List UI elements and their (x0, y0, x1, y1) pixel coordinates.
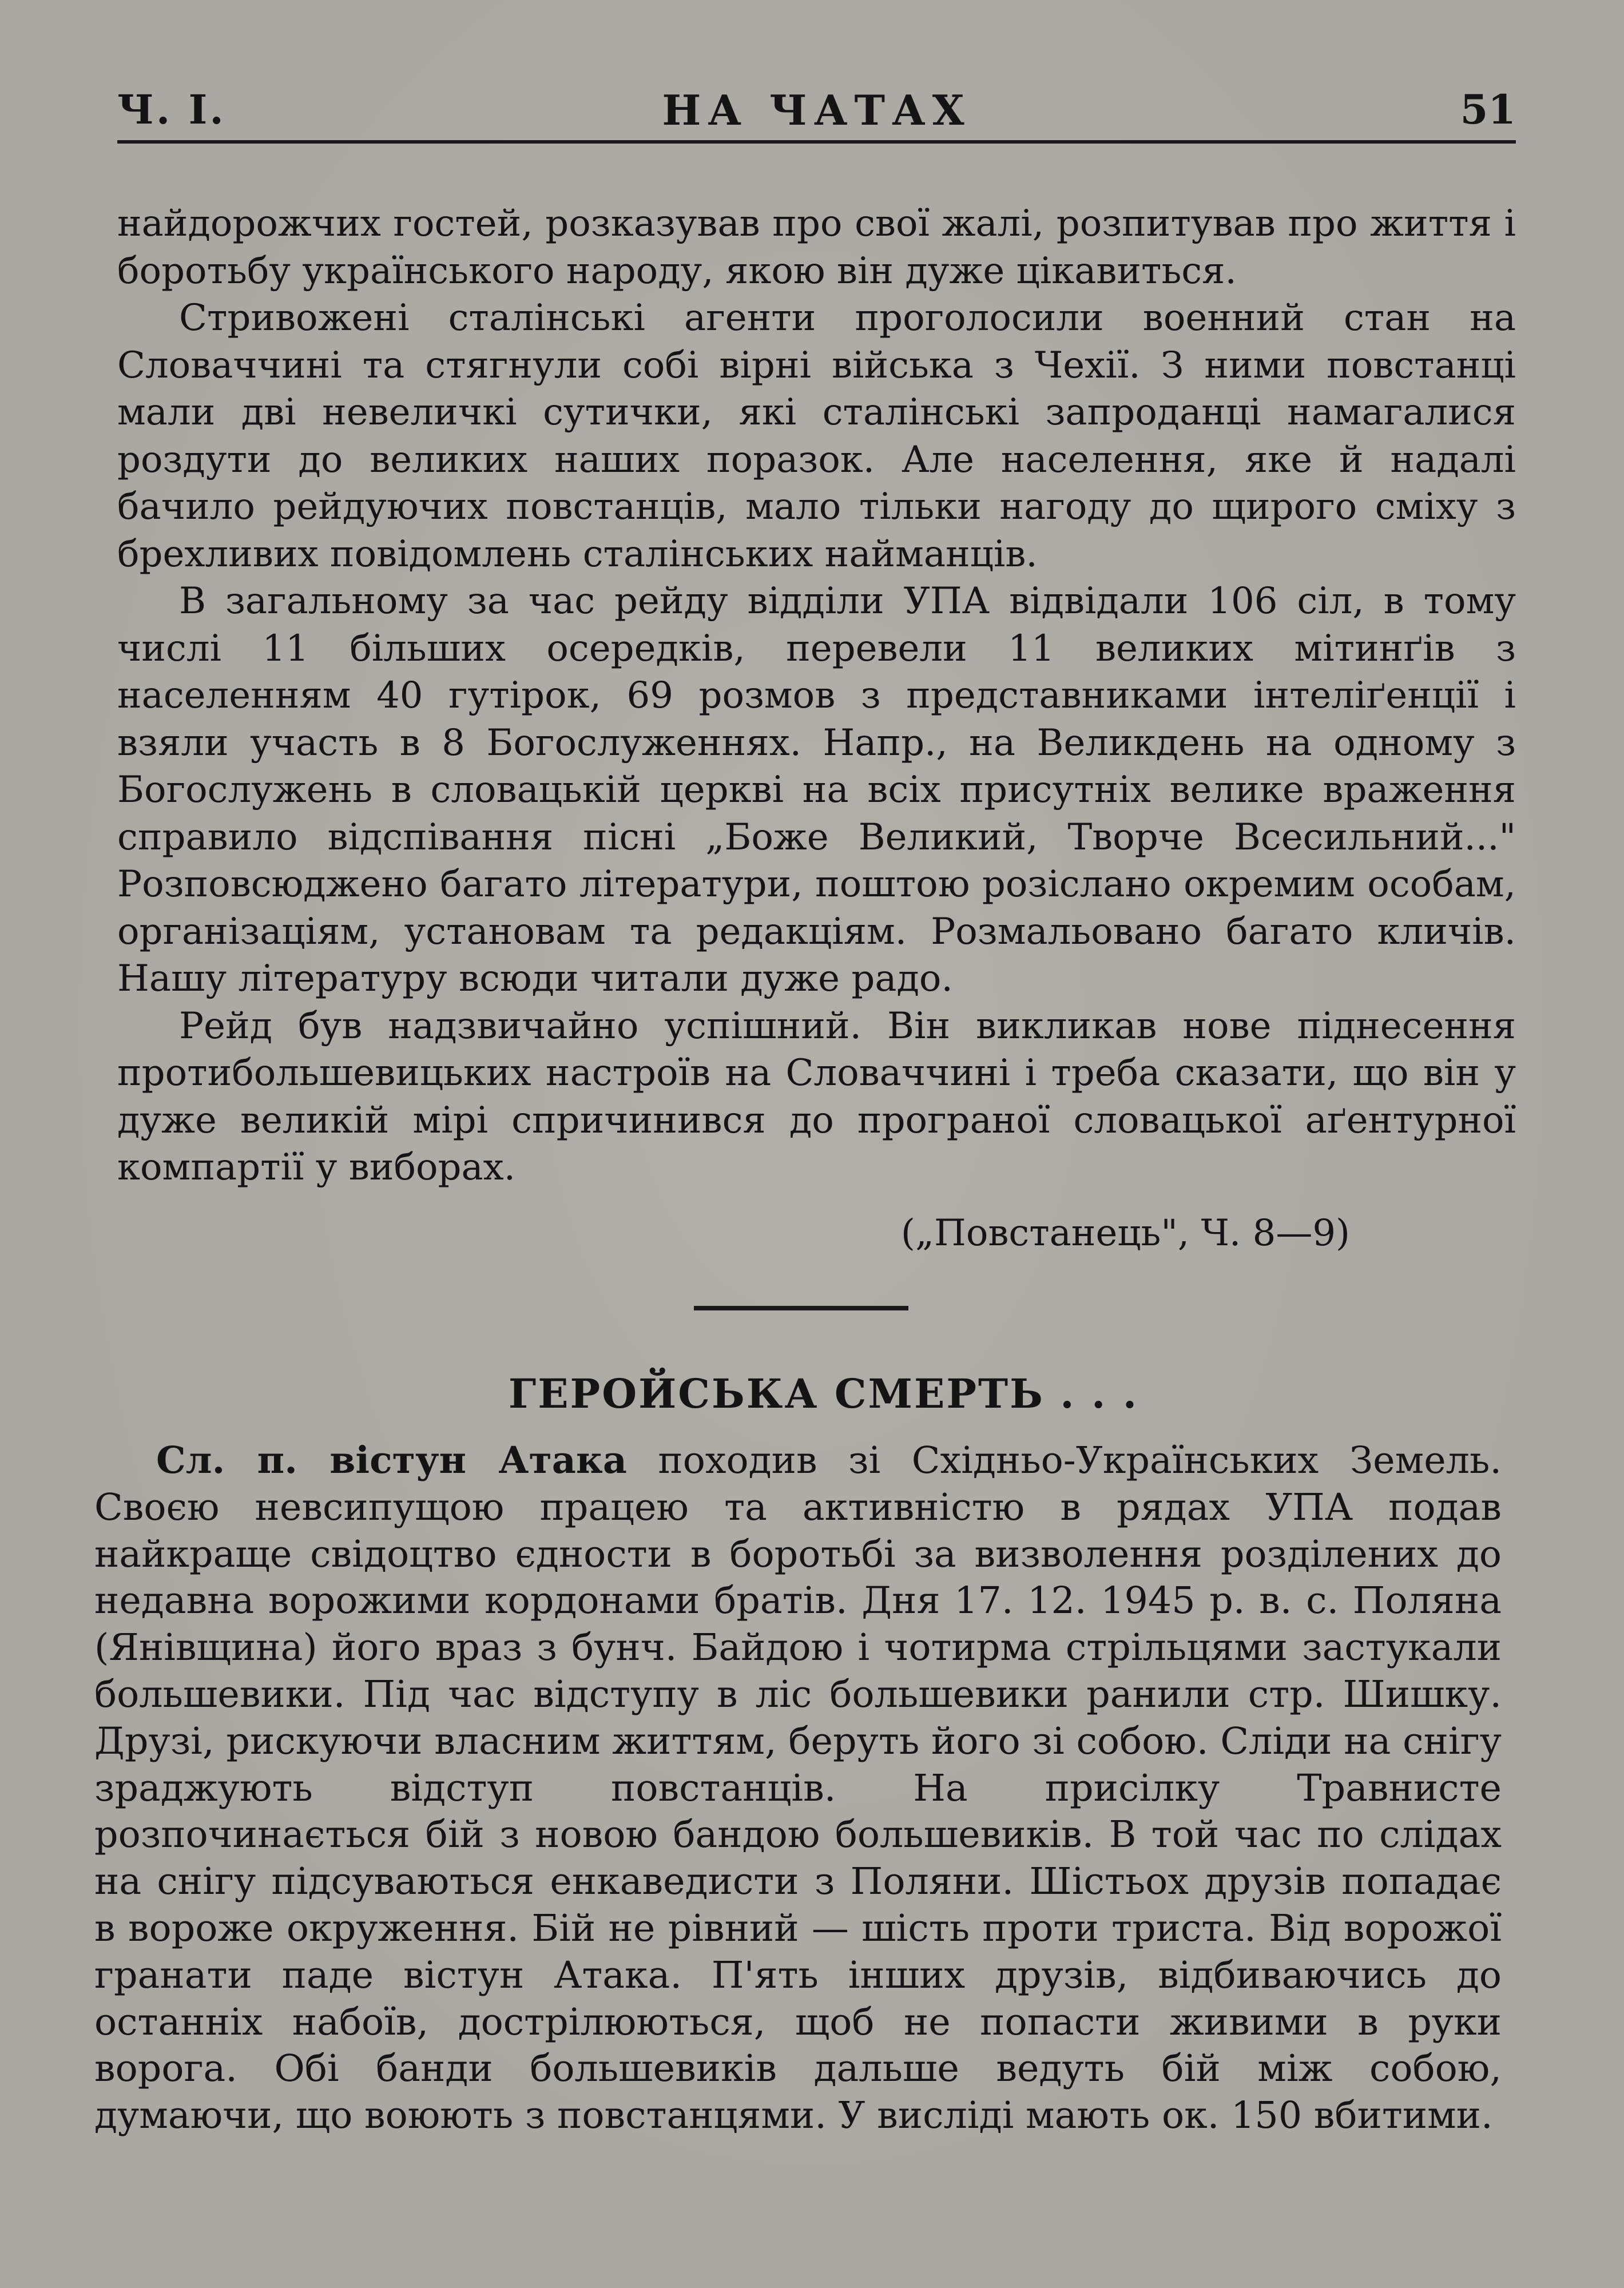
running-header (117, 86, 1516, 144)
running-title: НА ЧАТАХ (662, 86, 971, 134)
article-heading: ГЕРОЙСЬКА СМЕРТЬ . . . (508, 1370, 1139, 1417)
obituary-text (94, 1437, 1502, 2139)
paragraph: В загальному за час рейду відділи УПА відвідали 106 сіл, в тому числі 11 більших осередків, перевели 11 великих мітинґів з населенням 40 гутірок, 69 розмов з представниками інтеліґенції і взяли участь в 8 Богослуженнях. Напр., на Великдень на одному з Богослужень в словацькій церкві на всіх присутніх велике враження справило відспівання пісні „Боже Великий, Творче Всесильний..." Розповсюджено багато літератури, поштою розіслано окремим особам, організаціям, установам та редакціям. Розмальовано багато кличів. Нашу літературу всюди читали дуже радо. (117, 580, 1516, 1000)
part-label: Ч. І. (117, 86, 226, 133)
paragraph: найдорожчих гостей, розказував про свої жалі, розпитував про життя і боротьбу українського народу, якою він дуже цікавиться. (117, 202, 1516, 292)
source-attribution: („Повстанець", Ч. 8—9) (900, 1212, 1350, 1254)
paragraph: Рейд був надзвичайно успішний. Він викликав нове піднесення протибольшевицьких настроїв на Словаччині і треба сказати, що він у дуже великій мірі спричинився до програної словацької аґентурної компартії у виборах. (117, 1004, 1516, 1189)
article-continuation (117, 200, 1516, 1191)
paragraph-text: походив зі Східньо-Українських Земель. Своєю невсипущою працею та активністю в рядах УПА подав найкраще свідоцтво єдности в боротьбі за визволення розділених до недавна ворожими кордонами братів. Дня 17. 12. 1945 р. в. с. Поляна (Янівщина) його враз з бунч. Байдою і чотирма стрільцями застукали большевики. Під час відступу в ліс большевики ранили стр. Шишку. Друзі, рискуючи власним життям, беруть його зі собою. Сліди на снігу зраджують відступ повстанців. На присілку Травнисте розпочинається бій з новою бандою большевиків. В той час по слідах на снігу підсуваються енкаведисти з Поляни. Шістьох друзів попадає в вороже окруження. Бій не рівний — шість проти триста. Від ворожої гранати паде вістун Атака. П'ять інших друзів, відбиваючись до останніх набоїв, дострілюються, щоб не попасти живими в руки ворога. Обі банди большевиків дальше ведуть бій між собою, думаючи, що воюють з повстанцями. У висліді мають ок. 150 вбитими. (94, 1439, 1502, 2138)
paragraph: Стривожені сталінські агенти проголосили военний стан на Словаччині та стягнули собі вірні війська з Чехії. З ними повстанці мали дві невеличкі сутички, які сталінські запроданці намагалися роздути до великих наших поразок. Але населення, яке й надалі бачило рейдуючих повстанців, мало тільки нагоду до щирого сміху з брехливих повідомлень сталінських найманців. (117, 297, 1516, 575)
page-number: 51 (1460, 86, 1516, 133)
paragraph (94, 1437, 1502, 2139)
section-divider (694, 1306, 908, 1310)
lead-name: Сл. п. вістун Атака (156, 1439, 627, 1482)
